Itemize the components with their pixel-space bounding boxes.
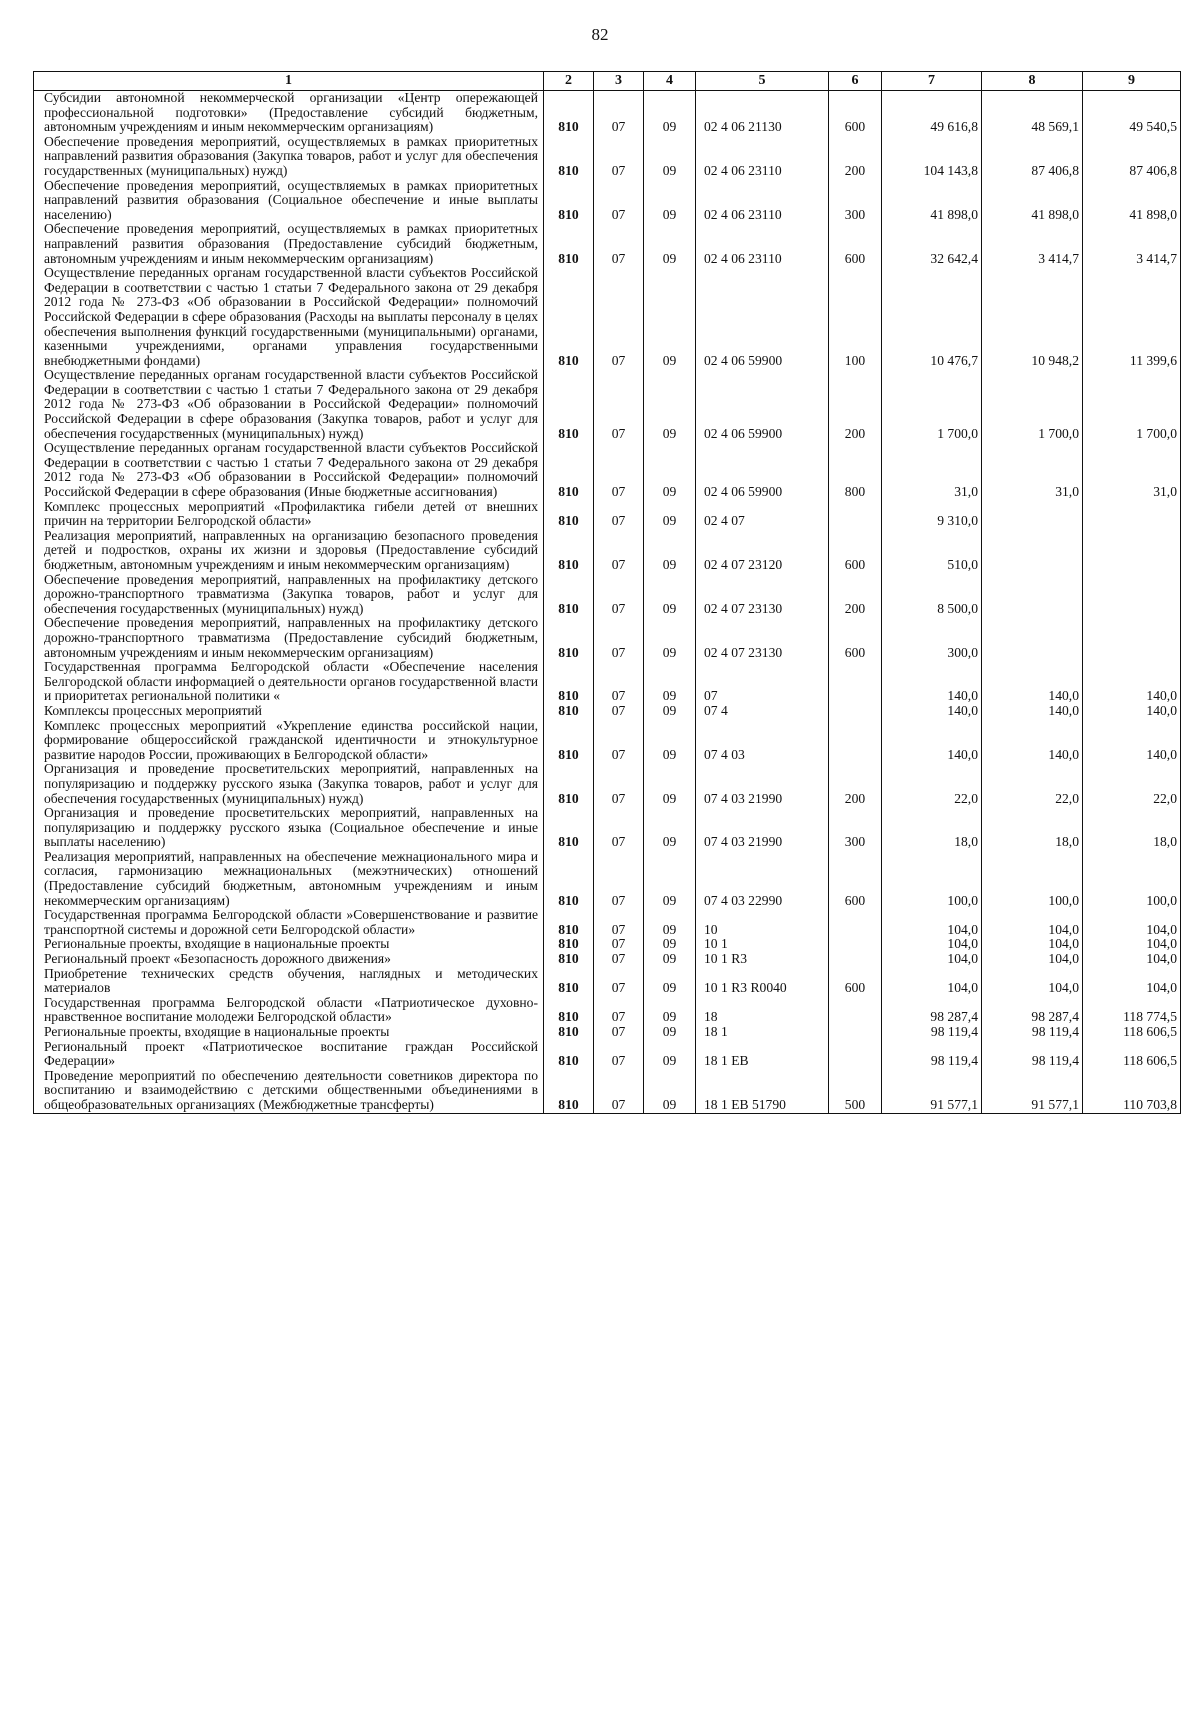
row-amount-col7: 140,0 (882, 660, 982, 704)
table-row (34, 952, 1181, 967)
row-subsection-code: 09 (644, 762, 696, 806)
row-subsection-code: 09 (644, 368, 696, 441)
row-grbs-code: 810 (544, 937, 594, 952)
row-amount-col7: 32 642,4 (882, 222, 982, 266)
row-amount-col7: 22,0 (882, 762, 982, 806)
table-row (34, 1069, 1181, 1113)
table-row (34, 266, 1181, 368)
row-target-article-code: 18 1 (696, 1025, 829, 1040)
row-grbs-code: 810 (544, 573, 594, 617)
row-amount-col8: 48 569,1 (982, 91, 1083, 135)
table-row (34, 996, 1181, 1025)
col-header-7: 7 (882, 72, 982, 91)
row-description: Государственная программа Белгородской области «Патриотическое духовно-нравственное воспитание молодежи Белгородской области» (34, 996, 544, 1025)
row-amount-col9: 140,0 (1083, 704, 1181, 719)
row-description: Реализация мероприятий, направленных на обеспечение межнационального мира и согласия, гармонизацию межнациональных (межэтнических) отношений (Предоставление субсидий бюджетным, автономным учреждениям и иным некоммерческим организациям) (34, 850, 544, 908)
row-section-code: 07 (594, 616, 644, 660)
row-expense-type-code: 600 (829, 967, 882, 996)
table-row (34, 1025, 1181, 1040)
row-subsection-code: 09 (644, 937, 696, 952)
row-section-code: 07 (594, 91, 644, 135)
row-expense-type-code (829, 1025, 882, 1040)
row-amount-col8 (982, 616, 1083, 660)
row-amount-col9: 104,0 (1083, 952, 1181, 967)
row-subsection-code: 09 (644, 1069, 696, 1113)
row-amount-col9: 118 606,5 (1083, 1025, 1181, 1040)
row-amount-col8: 104,0 (982, 937, 1083, 952)
row-amount-col7: 140,0 (882, 704, 982, 719)
row-amount-col9: 1 700,0 (1083, 368, 1181, 441)
row-subsection-code: 09 (644, 967, 696, 996)
row-description: Обеспечение проведения мероприятий, направленных на профилактику детского дорожно-транспортного травматизма (Предоставление субсидий бюджетным, автономным учреждениям и иным некоммерческим организациям) (34, 616, 544, 660)
row-amount-col9: 110 703,8 (1083, 1069, 1181, 1113)
row-target-article-code: 07 4 (696, 704, 829, 719)
row-expense-type-code: 600 (829, 529, 882, 573)
row-amount-col7: 300,0 (882, 616, 982, 660)
row-section-code: 07 (594, 660, 644, 704)
row-description: Осуществление переданных органам государственной власти субъектов Российской Федерации в соответствии с частью 1 статьи 7 Федерального закона от 29 декабря 2012 года № 273-ФЗ «Об образовании в Российской Федерации» полномочий Российской Федерации в сфере образования (Иные бюджетные ассигнования) (34, 441, 544, 499)
row-amount-col8: 104,0 (982, 967, 1083, 996)
table-body (34, 91, 1181, 1114)
row-expense-type-code (829, 908, 882, 937)
row-target-article-code: 07 4 03 (696, 719, 829, 763)
row-expense-type-code (829, 704, 882, 719)
row-amount-col7: 10 476,7 (882, 266, 982, 368)
row-amount-col9: 87 406,8 (1083, 135, 1181, 179)
row-grbs-code: 810 (544, 1040, 594, 1069)
row-amount-col7: 41 898,0 (882, 179, 982, 223)
col-header-9: 9 (1083, 72, 1181, 91)
row-amount-col9: 104,0 (1083, 937, 1181, 952)
row-expense-type-code (829, 719, 882, 763)
row-amount-col9: 49 540,5 (1083, 91, 1181, 135)
row-target-article-code: 02 4 07 23130 (696, 573, 829, 617)
row-description: Комплекс процессных мероприятий «Укрепление единства российской нации, формирование общероссийской гражданской идентичности и этнокультурное развитие народов России, проживающих в Белгородской области» (34, 719, 544, 763)
table-row (34, 704, 1181, 719)
page-number: 82 (591, 25, 609, 44)
row-description: Организация и проведение просветительских мероприятий, направленных на популяризацию и поддержку русского языка (Закупка товаров, работ и услуг для обеспечения государственных (муниципальных) нужд) (34, 762, 544, 806)
row-subsection-code: 09 (644, 573, 696, 617)
row-target-article-code: 02 4 06 23110 (696, 179, 829, 223)
row-amount-col8: 41 898,0 (982, 179, 1083, 223)
row-expense-type-code: 600 (829, 91, 882, 135)
col-header-1: 1 (34, 72, 544, 91)
table-row (34, 368, 1181, 441)
row-amount-col8: 18,0 (982, 806, 1083, 850)
row-section-code: 07 (594, 135, 644, 179)
row-expense-type-code: 800 (829, 441, 882, 499)
row-amount-col7: 49 616,8 (882, 91, 982, 135)
row-amount-col7: 104,0 (882, 967, 982, 996)
row-subsection-code: 09 (644, 135, 696, 179)
row-expense-type-code (829, 500, 882, 529)
row-amount-col9: 104,0 (1083, 908, 1181, 937)
row-section-code: 07 (594, 1040, 644, 1069)
row-subsection-code: 09 (644, 222, 696, 266)
row-section-code: 07 (594, 967, 644, 996)
row-description: Приобретение технических средств обучения, наглядных и методических материалов (34, 967, 544, 996)
row-amount-col8: 98 287,4 (982, 996, 1083, 1025)
row-amount-col7: 18,0 (882, 806, 982, 850)
row-grbs-code: 810 (544, 91, 594, 135)
row-amount-col8: 98 119,4 (982, 1040, 1083, 1069)
row-grbs-code: 810 (544, 616, 594, 660)
row-expense-type-code: 500 (829, 1069, 882, 1113)
row-grbs-code: 810 (544, 368, 594, 441)
row-expense-type-code (829, 1040, 882, 1069)
row-target-article-code: 07 4 03 21990 (696, 762, 829, 806)
table-row (34, 850, 1181, 908)
row-amount-col9 (1083, 529, 1181, 573)
row-section-code: 07 (594, 719, 644, 763)
row-target-article-code: 02 4 06 23110 (696, 222, 829, 266)
row-amount-col9: 31,0 (1083, 441, 1181, 499)
row-section-code: 07 (594, 266, 644, 368)
row-amount-col7: 9 310,0 (882, 500, 982, 529)
row-description: Государственная программа Белгородской области «Обеспечение населения Белгородской области информацией о деятельности органов государственной власти и приоритетах региональной политики « (34, 660, 544, 704)
row-expense-type-code: 600 (829, 616, 882, 660)
row-target-article-code: 02 4 07 23130 (696, 616, 829, 660)
col-header-6: 6 (829, 72, 882, 91)
row-description: Осуществление переданных органам государственной власти субъектов Российской Федерации в соответствии с частью 1 статьи 7 Федерального закона от 29 декабря 2012 года № 273-ФЗ «Об образовании в Российской Федерации» полномочий Российской Федерации в сфере образования (Закупка товаров, работ и услуг для обеспечения государственных (муниципальных) нужд) (34, 368, 544, 441)
row-expense-type-code: 200 (829, 368, 882, 441)
row-expense-type-code: 200 (829, 762, 882, 806)
row-section-code: 07 (594, 500, 644, 529)
row-grbs-code: 810 (544, 806, 594, 850)
row-expense-type-code: 200 (829, 135, 882, 179)
row-target-article-code: 02 4 07 (696, 500, 829, 529)
row-section-code: 07 (594, 1025, 644, 1040)
row-expense-type-code (829, 996, 882, 1025)
row-grbs-code: 810 (544, 441, 594, 499)
row-amount-col9: 3 414,7 (1083, 222, 1181, 266)
table-row (34, 529, 1181, 573)
row-amount-col7: 104,0 (882, 952, 982, 967)
row-section-code: 07 (594, 704, 644, 719)
row-subsection-code: 09 (644, 500, 696, 529)
row-section-code: 07 (594, 908, 644, 937)
row-subsection-code: 09 (644, 996, 696, 1025)
table-row (34, 179, 1181, 223)
row-target-article-code: 18 1 EB 51790 (696, 1069, 829, 1113)
row-grbs-code: 810 (544, 529, 594, 573)
row-grbs-code: 810 (544, 850, 594, 908)
row-amount-col9: 100,0 (1083, 850, 1181, 908)
row-subsection-code: 09 (644, 952, 696, 967)
table-row (34, 719, 1181, 763)
row-amount-col9 (1083, 616, 1181, 660)
row-grbs-code: 810 (544, 719, 594, 763)
row-amount-col8: 104,0 (982, 908, 1083, 937)
row-grbs-code: 810 (544, 952, 594, 967)
table-row (34, 441, 1181, 499)
table-row (34, 967, 1181, 996)
row-description: Комплекс процессных мероприятий «Профилактика гибели детей от внешних причин на территории Белгородской области» (34, 500, 544, 529)
table-row (34, 1040, 1181, 1069)
table-row (34, 91, 1181, 135)
row-amount-col7: 104,0 (882, 908, 982, 937)
row-subsection-code: 09 (644, 1025, 696, 1040)
row-description: Региональные проекты, входящие в национальные проекты (34, 1025, 544, 1040)
row-subsection-code: 09 (644, 660, 696, 704)
row-description: Государственная программа Белгородской области »Совершенствование и развитие транспортной системы и дорожной сети Белгородской области» (34, 908, 544, 937)
row-amount-col8: 98 119,4 (982, 1025, 1083, 1040)
row-amount-col9: 118 606,5 (1083, 1040, 1181, 1069)
row-amount-col8: 140,0 (982, 719, 1083, 763)
row-amount-col8: 1 700,0 (982, 368, 1083, 441)
row-expense-type-code (829, 660, 882, 704)
row-expense-type-code: 300 (829, 806, 882, 850)
row-amount-col8: 10 948,2 (982, 266, 1083, 368)
table-row (34, 937, 1181, 952)
row-target-article-code: 10 (696, 908, 829, 937)
row-amount-col8 (982, 500, 1083, 529)
row-section-code: 07 (594, 806, 644, 850)
row-section-code: 07 (594, 762, 644, 806)
header-row (34, 72, 1181, 91)
row-subsection-code: 09 (644, 91, 696, 135)
table-row (34, 908, 1181, 937)
table-row (34, 660, 1181, 704)
table-row (34, 135, 1181, 179)
row-section-code: 07 (594, 222, 644, 266)
row-grbs-code: 810 (544, 179, 594, 223)
row-amount-col8: 91 577,1 (982, 1069, 1083, 1113)
row-subsection-code: 09 (644, 441, 696, 499)
row-expense-type-code: 300 (829, 179, 882, 223)
row-target-article-code: 07 4 03 21990 (696, 806, 829, 850)
row-description: Комплексы процессных мероприятий (34, 704, 544, 719)
table-row (34, 806, 1181, 850)
row-section-code: 07 (594, 850, 644, 908)
row-section-code: 07 (594, 441, 644, 499)
row-subsection-code: 09 (644, 529, 696, 573)
row-grbs-code: 810 (544, 967, 594, 996)
row-section-code: 07 (594, 1069, 644, 1113)
row-expense-type-code: 100 (829, 266, 882, 368)
row-target-article-code: 02 4 06 59900 (696, 266, 829, 368)
row-grbs-code: 810 (544, 135, 594, 179)
row-amount-col8: 3 414,7 (982, 222, 1083, 266)
row-amount-col8 (982, 573, 1083, 617)
row-grbs-code: 810 (544, 660, 594, 704)
row-amount-col9: 41 898,0 (1083, 179, 1181, 223)
row-subsection-code: 09 (644, 850, 696, 908)
row-subsection-code: 09 (644, 616, 696, 660)
col-header-4: 4 (644, 72, 696, 91)
row-subsection-code: 09 (644, 704, 696, 719)
row-grbs-code: 810 (544, 1025, 594, 1040)
row-target-article-code: 18 1 EB (696, 1040, 829, 1069)
row-target-article-code: 10 1 R3 (696, 952, 829, 967)
row-grbs-code: 810 (544, 266, 594, 368)
row-amount-col7: 510,0 (882, 529, 982, 573)
row-amount-col7: 140,0 (882, 719, 982, 763)
row-description: Региональный проект «Безопасность дорожного движения» (34, 952, 544, 967)
row-grbs-code: 810 (544, 500, 594, 529)
row-amount-col8: 22,0 (982, 762, 1083, 806)
row-expense-type-code (829, 952, 882, 967)
row-amount-col7: 1 700,0 (882, 368, 982, 441)
row-expense-type-code: 600 (829, 850, 882, 908)
row-amount-col9: 22,0 (1083, 762, 1181, 806)
row-target-article-code: 02 4 06 59900 (696, 441, 829, 499)
row-amount-col9: 140,0 (1083, 719, 1181, 763)
row-section-code: 07 (594, 529, 644, 573)
row-target-article-code: 18 (696, 996, 829, 1025)
row-amount-col8: 31,0 (982, 441, 1083, 499)
row-grbs-code: 810 (544, 704, 594, 719)
table-row (34, 222, 1181, 266)
table-row (34, 616, 1181, 660)
table-row (34, 762, 1181, 806)
row-amount-col9: 104,0 (1083, 967, 1181, 996)
row-target-article-code: 07 (696, 660, 829, 704)
row-description: Обеспечение проведения мероприятий, направленных на профилактику детского дорожно-транспортного травматизма (Закупка товаров, работ и услуг для обеспечения государственных (муниципальных) нужд) (34, 573, 544, 617)
budget-table (33, 71, 1181, 1114)
row-target-article-code: 02 4 06 23110 (696, 135, 829, 179)
row-expense-type-code: 600 (829, 222, 882, 266)
row-description: Обеспечение проведения мероприятий, осуществляемых в рамках приоритетных направлений развития образования (Закупка товаров, работ и услуг для обеспечения государственных (муниципальных) нужд) (34, 135, 544, 179)
row-section-code: 07 (594, 368, 644, 441)
col-header-5: 5 (696, 72, 829, 91)
row-description: Реализация мероприятий, направленных на организацию безопасного проведения детей и подростков, охраны их жизни и здоровья (Предоставление субсидий бюджетным, автономным учреждениям и иным некоммерческим организациям) (34, 529, 544, 573)
col-header-2: 2 (544, 72, 594, 91)
row-grbs-code: 810 (544, 1069, 594, 1113)
row-grbs-code: 810 (544, 996, 594, 1025)
table-row (34, 573, 1181, 617)
row-amount-col8: 87 406,8 (982, 135, 1083, 179)
row-amount-col7: 104 143,8 (882, 135, 982, 179)
row-subsection-code: 09 (644, 1040, 696, 1069)
row-subsection-code: 09 (644, 908, 696, 937)
row-target-article-code: 02 4 06 21130 (696, 91, 829, 135)
row-description: Субсидии автономной некоммерческой организации «Центр опережающей профессиональной подготовки» (Предоставление субсидий бюджетным, автономным учреждениям и иным некоммерческим организациям) (34, 91, 544, 135)
row-amount-col7: 98 287,4 (882, 996, 982, 1025)
row-description: Проведение мероприятий по обеспечению деятельности советников директора по воспитанию и взаимодействию с детскими общественными объединениями в общеобразовательных организациях (Межбюджетные трансферты) (34, 1069, 544, 1113)
row-description: Организация и проведение просветительских мероприятий, направленных на популяризацию и поддержку русского языка (Социальное обеспечение и иные выплаты населению) (34, 806, 544, 850)
row-amount-col9: 118 774,5 (1083, 996, 1181, 1025)
row-amount-col9 (1083, 500, 1181, 529)
row-subsection-code: 09 (644, 179, 696, 223)
row-amount-col8: 104,0 (982, 952, 1083, 967)
row-amount-col9: 11 399,6 (1083, 266, 1181, 368)
row-amount-col9: 140,0 (1083, 660, 1181, 704)
row-amount-col8: 100,0 (982, 850, 1083, 908)
row-section-code: 07 (594, 937, 644, 952)
row-expense-type-code (829, 937, 882, 952)
row-section-code: 07 (594, 179, 644, 223)
row-description: Осуществление переданных органам государственной власти субъектов Российской Федерации в соответствии с частью 1 статьи 7 Федерального закона от 29 декабря 2012 года № 273-ФЗ «Об образовании в Российской Федерации» полномочий Российской Федерации в сфере образования (Расходы на выплаты персоналу в целях обеспечения выполнения функций государственными (муниципальными) органами, казенными учреждениями, органами управления государственными внебюджетными фондами) (34, 266, 544, 368)
col-header-8: 8 (982, 72, 1083, 91)
row-description: Обеспечение проведения мероприятий, осуществляемых в рамках приоритетных направлений развития образования (Предоставление субсидий бюджетным, автономным учреждениям и иным некоммерческим организациям) (34, 222, 544, 266)
row-grbs-code: 810 (544, 222, 594, 266)
row-amount-col7: 98 119,4 (882, 1025, 982, 1040)
row-amount-col7: 91 577,1 (882, 1069, 982, 1113)
row-amount-col7: 98 119,4 (882, 1040, 982, 1069)
row-subsection-code: 09 (644, 806, 696, 850)
row-amount-col8 (982, 529, 1083, 573)
row-amount-col7: 8 500,0 (882, 573, 982, 617)
row-target-article-code: 02 4 07 23120 (696, 529, 829, 573)
row-amount-col7: 100,0 (882, 850, 982, 908)
row-description: Обеспечение проведения мероприятий, осуществляемых в рамках приоритетных направлений развития образования (Социальное обеспечение и иные выплаты населению) (34, 179, 544, 223)
row-expense-type-code: 200 (829, 573, 882, 617)
row-amount-col8: 140,0 (982, 704, 1083, 719)
row-amount-col7: 31,0 (882, 441, 982, 499)
row-description: Региональные проекты, входящие в национальные проекты (34, 937, 544, 952)
row-section-code: 07 (594, 996, 644, 1025)
row-subsection-code: 09 (644, 266, 696, 368)
table-row (34, 500, 1181, 529)
row-description: Региональный проект «Патриотическое воспитание граждан Российской Федерации» (34, 1040, 544, 1069)
row-target-article-code: 02 4 06 59900 (696, 368, 829, 441)
row-amount-col9 (1083, 573, 1181, 617)
row-grbs-code: 810 (544, 762, 594, 806)
row-amount-col9: 18,0 (1083, 806, 1181, 850)
row-section-code: 07 (594, 952, 644, 967)
row-amount-col7: 104,0 (882, 937, 982, 952)
row-target-article-code: 10 1 R3 R0040 (696, 967, 829, 996)
row-section-code: 07 (594, 573, 644, 617)
col-header-3: 3 (594, 72, 644, 91)
row-target-article-code: 07 4 03 22990 (696, 850, 829, 908)
row-subsection-code: 09 (644, 719, 696, 763)
row-amount-col8: 140,0 (982, 660, 1083, 704)
row-target-article-code: 10 1 (696, 937, 829, 952)
row-grbs-code: 810 (544, 908, 594, 937)
